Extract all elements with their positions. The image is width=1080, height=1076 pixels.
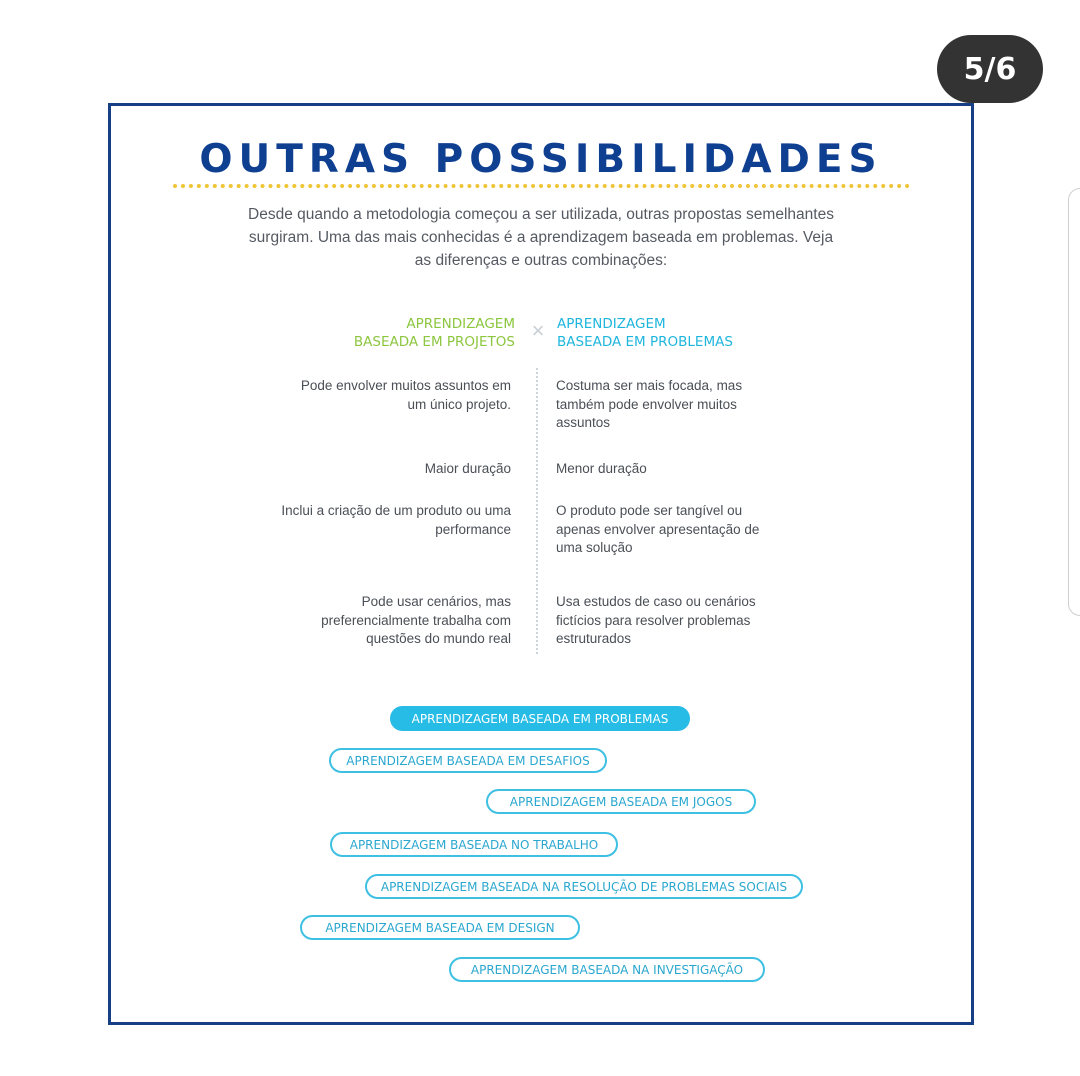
comparison-left-3: Inclui a criação de um produto ou uma performance [281, 503, 511, 537]
tag-work: APRENDIZAGEM BASEADA NO TRABALHO [330, 832, 618, 857]
dotted-divider [173, 184, 910, 188]
comparison-left-1: Pode envolver muitos assuntos em um único projeto. [300, 378, 511, 412]
heading-problems: APRENDIZAGEM BASEADA EM PROBLEMAS [557, 316, 733, 350]
column-divider [536, 368, 538, 654]
tag-problems: APRENDIZAGEM BASEADA EM PROBLEMAS [390, 706, 690, 731]
infographic-card [108, 103, 974, 1025]
tag-design: APRENDIZAGEM BASEADA EM DESIGN [300, 915, 580, 940]
comparison-right-2: Menor duração [556, 461, 647, 476]
tag-social-problems: APRENDIZAGEM BASEADA NA RESOLUÇÃO DE PROBLEMAS SOCIAIS [365, 874, 803, 899]
comparison-right-4: Usa estudos de caso ou cenários fictícios para resolver problemas estruturados [556, 594, 756, 646]
heading-projects: APRENDIZAGEM BASEADA EM PROJETOS [353, 316, 515, 350]
versus-icon: × [531, 318, 545, 343]
comparison-left-2: Maior duração [424, 461, 511, 476]
comparison-right-1: Costuma ser mais focada, mas também pode envolver muitos assuntos [556, 378, 743, 430]
intro-paragraph: Desde quando a metodologia começou a ser utilizada, outras propostas semelhantes surgiram. Uma das mais conhecidas é a aprendizagem baseada em problemas. Veja as diferenças e outras combinações: [248, 206, 834, 269]
side-panel-edge[interactable] [1068, 188, 1080, 616]
card-title: OUTRAS POSSIBILIDADES [199, 137, 883, 182]
comparison-left-4: Pode usar cenários, mas preferencialmente trabalha com questões do mundo real [321, 594, 511, 646]
tag-games: APRENDIZAGEM BASEADA EM JOGOS [486, 789, 756, 814]
tag-challenges: APRENDIZAGEM BASEADA EM DESAFIOS [329, 748, 607, 773]
page-counter-badge: 5/6 [937, 35, 1043, 103]
tag-investigation: APRENDIZAGEM BASEADA NA INVESTIGAÇÃO [449, 957, 765, 982]
comparison-right-3: O produto pode ser tangível ou apenas envolver apresentação de uma solução [556, 503, 760, 555]
